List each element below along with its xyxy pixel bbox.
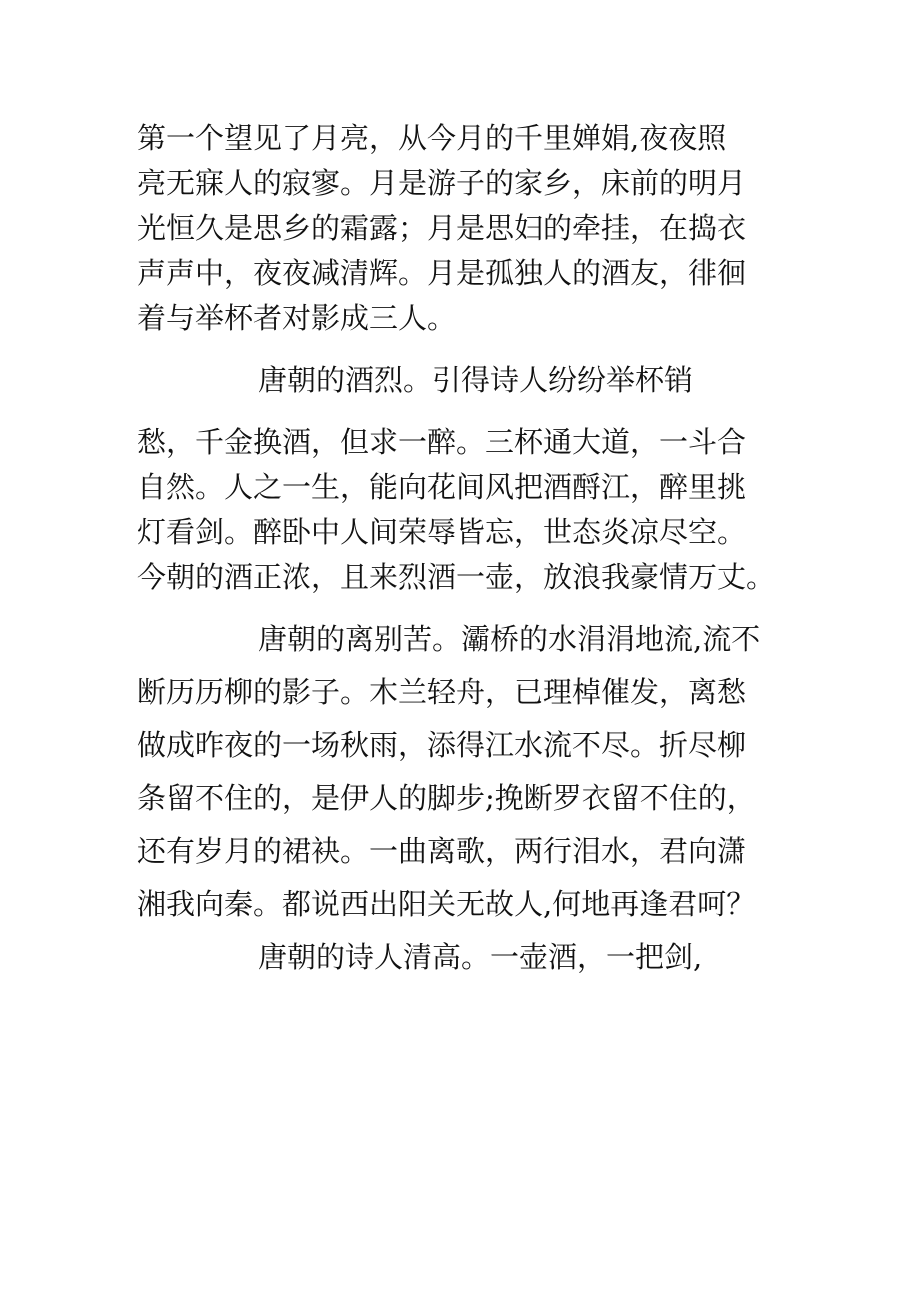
text-line: 今朝的酒正浓，且来烈酒一壶，放浪我豪情万丈。 <box>137 560 776 594</box>
text-line: 湘我向秦。都说西出阳关无故人,何地再逢君呵？ <box>137 887 756 921</box>
text-line: 断历历柳的影子。木兰轻舟，已理棹催发，离愁 <box>137 675 747 709</box>
text-line: 自然。人之一生，能向花间风把酒酹江，醉里挑 <box>137 470 747 504</box>
text-line: 着与举杯者对影成三人。 <box>137 301 457 335</box>
text-line: 第一个望见了月亮，从今月的千里婵娟,夜夜照 <box>137 121 727 155</box>
paragraph-start-line: 唐朝的诗人清高。一壶酒，一把剑, <box>258 940 703 974</box>
text-line: 亮无寐人的寂寥。月是游子的家乡，床前的明月 <box>137 166 747 200</box>
text-line: 愁，千金换酒，但求一醉。三杯通大道，一斗合 <box>137 425 747 459</box>
text-line: 条留不住的，是伊人的脚步;挽断罗衣留不住的， <box>137 781 756 815</box>
paragraph-start-line: 唐朝的离别苦。灞桥的水涓涓地流,流不 <box>258 622 761 656</box>
text-line: 做成昨夜的一场秋雨，添得江水流不尽。折尽柳 <box>137 728 747 762</box>
text-line: 光恒久是思乡的霜露；月是思妇的牵挂，在捣衣 <box>137 211 747 245</box>
text-line: 还有岁月的裙袂。一曲离歌，两行泪水，君向潇 <box>137 834 747 868</box>
text-line: 声声中，夜夜减清辉。月是孤独人的酒友，徘徊 <box>137 256 747 290</box>
text-line: 灯看剑。醉卧中人间荣辱皆忘，世态炎凉尽空。 <box>137 515 747 549</box>
paragraph-start-line: 唐朝的酒烈。引得诗人纷纷举杯销 <box>258 363 694 397</box>
body-text <box>137 116 787 980</box>
